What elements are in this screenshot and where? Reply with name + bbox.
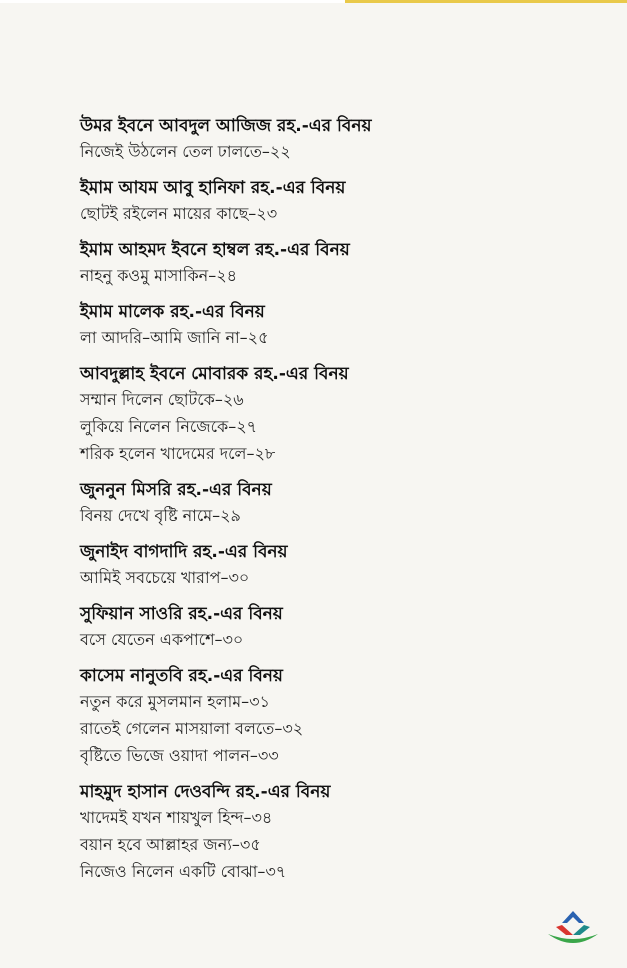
toc-entry: বয়ান হবে আল্লাহর জন্য–৩৫ — [80, 835, 261, 854]
toc-section — [80, 114, 600, 165]
toc-entry: বৃষ্টিতে ভিজে ওয়াদা পালন–৩৩ — [80, 746, 279, 765]
toc-section — [80, 540, 600, 591]
section-heading: সুফিয়ান সাওরি রহ.-এর বিনয় — [80, 604, 283, 624]
toc-section — [80, 238, 600, 289]
table-of-contents — [80, 114, 600, 896]
publisher-logo-icon — [544, 908, 602, 948]
section-heading: আবদুল্লাহ ইবনে মোবারক রহ.-এর বিনয় — [80, 364, 349, 384]
toc-entry: বসে যেতেন একপাশে–৩০ — [80, 630, 244, 649]
toc-entry: নিজেই উঠলেন তেল ঢালতে–২২ — [80, 142, 291, 161]
section-heading: ইমাম মালেক রহ.-এর বিনয় — [80, 302, 265, 322]
toc-entry: নিজেও নিলেন একটি বোঝা–৩৭ — [80, 862, 287, 881]
section-heading: মাহমুদ হাসান দেওবন্দি রহ.-এর বিনয় — [80, 782, 331, 802]
toc-section — [80, 780, 600, 885]
section-heading: ইমাম আযম আবু হানিফা রহ.-এর বিনয় — [80, 178, 346, 198]
section-heading: উমর ইবনে আবদুল আজিজ রহ.-এর বিনয় — [80, 116, 372, 136]
logo-red-wing — [556, 925, 573, 935]
toc-section — [80, 478, 600, 529]
section-heading: জুননুন মিসরি রহ.-এর বিনয় — [80, 480, 272, 500]
section-heading: ইমাম আহমদ ইবনে হাম্বল রহ.-এর বিনয় — [80, 240, 350, 260]
toc-entry: নাহনু কওমু মাসাকিন–২৪ — [80, 266, 238, 285]
logo-top-chevron — [562, 911, 584, 923]
toc-entry: খাদেমই যখন শায়খুল হিন্দ–৩৪ — [80, 808, 273, 827]
toc-section — [80, 362, 600, 467]
section-heading: কাসেম নানুতবি রহ.-এর বিনয় — [80, 666, 283, 686]
toc-entry: আমিই সবচেয়ে খারাপ–৩০ — [80, 568, 250, 587]
toc-section — [80, 300, 600, 351]
toc-entry: লুকিয়ে নিলেন নিজেকে–২৭ — [80, 417, 258, 436]
toc-entry: লা আদরি–আমি জানি না–২৫ — [80, 328, 269, 347]
toc-entry: রাতেই গেলেন মাসয়ালা বলতে–৩২ — [80, 719, 304, 738]
toc-entry: বিনয় দেখে বৃষ্টি নামে–২৯ — [80, 506, 241, 525]
toc-entry: নতুন করে মুসলমান হলাম–৩১ — [80, 692, 270, 711]
section-heading: জুনাইদ বাগদাদি রহ.-এর বিনয় — [80, 542, 288, 562]
toc-section — [80, 176, 600, 227]
toc-entry: ছোটই রইলেন মায়ের কাছে–২৩ — [80, 204, 278, 223]
top-border — [0, 0, 627, 3]
toc-section — [80, 602, 600, 653]
logo-green-arc — [548, 934, 598, 943]
toc-entry: সম্মান দিলেন ছোটকে–২৬ — [80, 390, 244, 409]
logo-teal-wing — [573, 925, 590, 935]
toc-section — [80, 664, 600, 769]
toc-entry: শরিক হলেন খাদেমের দলে–২৮ — [80, 444, 276, 463]
